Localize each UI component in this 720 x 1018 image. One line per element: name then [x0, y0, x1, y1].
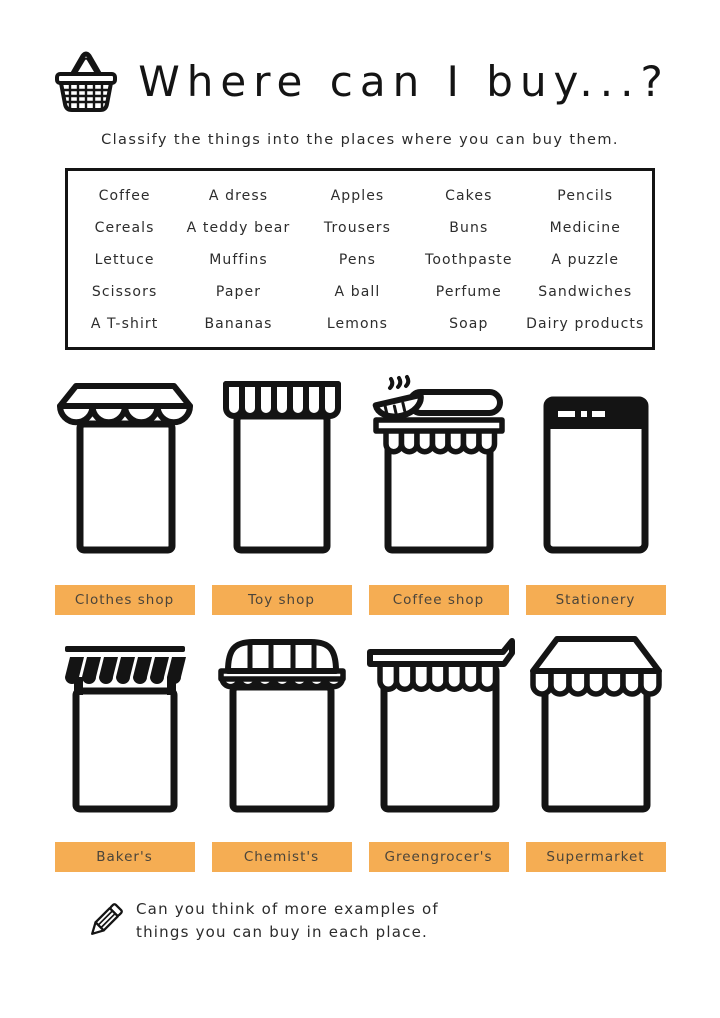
word-item: Medicine	[549, 220, 621, 236]
word-item: Cereals	[94, 220, 155, 236]
word-item: Toothpaste	[425, 252, 513, 268]
word-item: Bananas	[204, 316, 273, 332]
shop-coffee	[362, 374, 515, 615]
shop-label-chemists: Chemist's	[212, 842, 352, 872]
page-title: Where can I buy...?	[138, 56, 670, 106]
word-item: Cakes	[445, 188, 493, 204]
word-item: Pencils	[557, 188, 614, 204]
word-item: A puzzle	[551, 252, 620, 268]
word-item: Perfume	[435, 284, 502, 300]
word-bank	[65, 168, 655, 350]
greengrocers-shop-icon	[363, 631, 515, 827]
shop-label-bakers: Baker's	[55, 842, 195, 872]
word-item: Lettuce	[94, 252, 155, 268]
stationery-shop-icon	[520, 374, 672, 570]
word-item: A dress	[208, 188, 269, 204]
word-item: A T-shirt	[90, 316, 159, 332]
shop-chemists	[205, 631, 358, 872]
clothes-shop-icon	[49, 374, 201, 570]
shop-clothes	[48, 374, 201, 615]
word-item: Lemons	[326, 316, 389, 332]
shop-greengrocers	[362, 631, 515, 872]
shop-label-toy: Toy shop	[212, 585, 352, 615]
word-item: Scissors	[91, 284, 158, 300]
word-item: Soap	[449, 316, 489, 332]
word-item: Muffins	[209, 252, 268, 268]
word-item: Dairy products	[526, 316, 645, 332]
shop-label-clothes: Clothes shop	[55, 585, 195, 615]
word-item: Paper	[215, 284, 262, 300]
shop-label-coffee: Coffee shop	[369, 585, 509, 615]
shop-label-stationery: Stationery	[526, 585, 666, 615]
chemists-shop-icon	[206, 631, 358, 827]
instructions-text: Classify the things into the places where you can buy them.	[101, 132, 619, 148]
bakers-shop-icon	[49, 631, 201, 827]
header	[0, 0, 720, 114]
shop-toy	[205, 374, 358, 615]
footer-note	[84, 898, 720, 945]
coffee-shop-icon	[363, 374, 515, 570]
shopping-basket-icon	[50, 48, 122, 114]
supermarket-shop-icon	[520, 631, 672, 827]
shop-stationery	[519, 374, 672, 615]
shops-grid	[48, 374, 672, 872]
word-item: Sandwiches	[538, 284, 633, 300]
pencil-icon	[84, 900, 126, 942]
word-item: Trousers	[323, 220, 392, 236]
toy-shop-icon	[206, 374, 358, 570]
word-item: Buns	[449, 220, 489, 236]
word-item: A teddy bear	[186, 220, 291, 236]
shop-label-greengrocers: Greengrocer's	[369, 842, 509, 872]
word-item: Apples	[330, 188, 385, 204]
word-item: A ball	[334, 284, 381, 300]
shop-supermarket	[519, 631, 672, 872]
shop-label-supermarket: Supermarket	[526, 842, 666, 872]
footer-note-text: Can you think of more examples of things you can buy in each place.	[136, 900, 439, 942]
shop-bakers	[48, 631, 201, 872]
word-item: Pens	[338, 252, 377, 268]
word-item: Coffee	[98, 188, 151, 204]
